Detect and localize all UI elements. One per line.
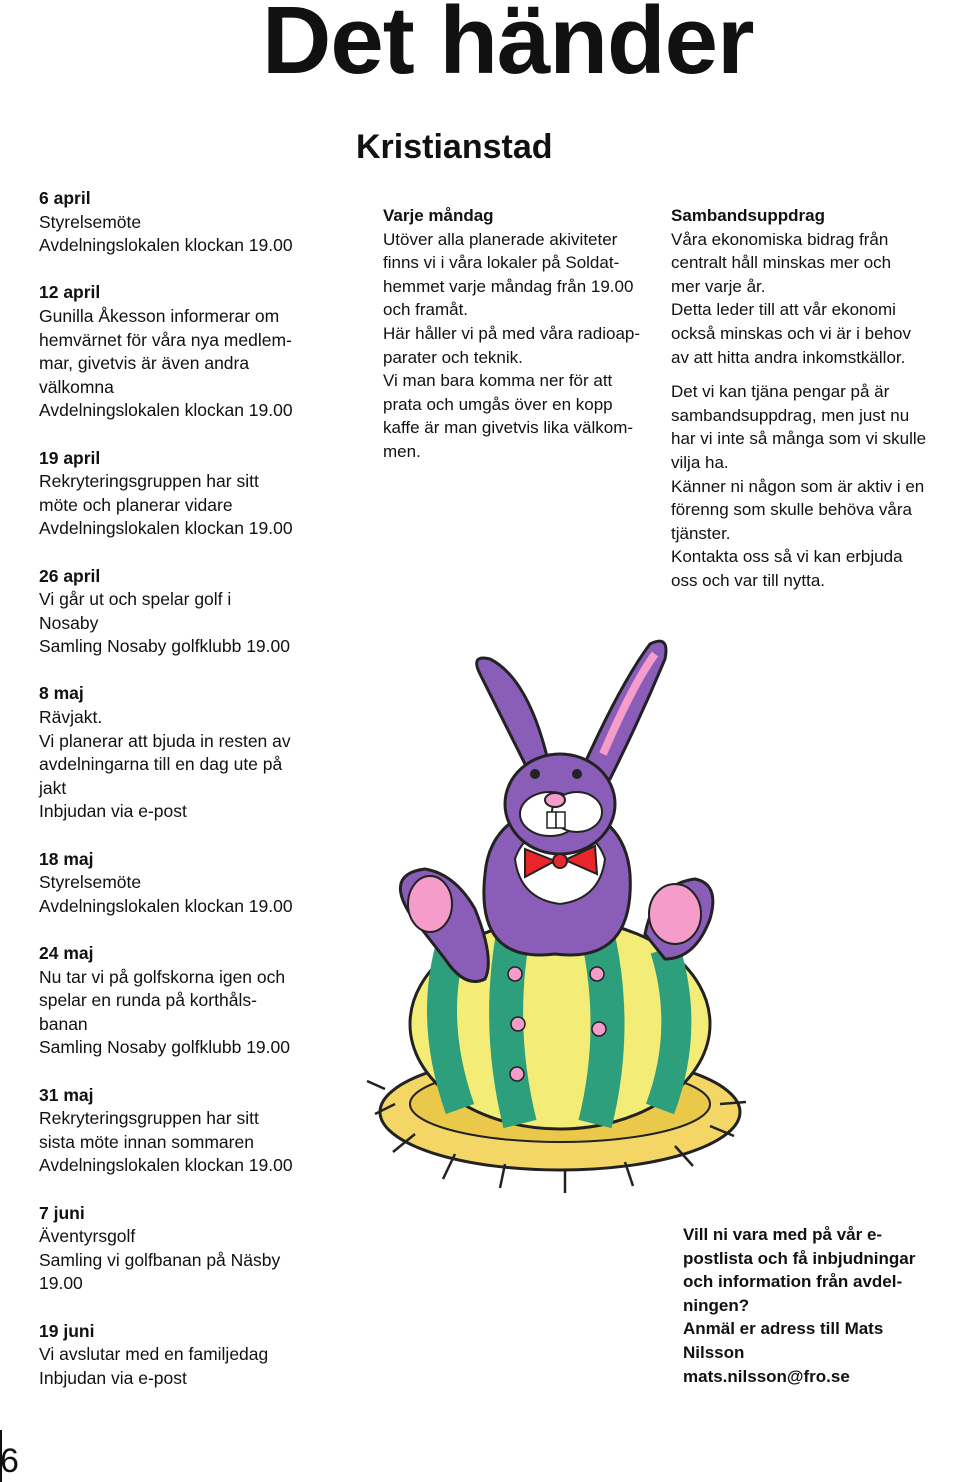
- event-detail: Äventyrsgolf: [39, 1226, 136, 1247]
- notice-line: postlista och få inbjudningar: [683, 1248, 916, 1268]
- event-detail: Rekryteringsgruppen har sitt: [39, 471, 259, 492]
- monday-line: och framåt.: [383, 300, 469, 320]
- monday-section: [383, 204, 668, 464]
- event-date: 19 april: [39, 447, 101, 468]
- event-item: [39, 281, 339, 423]
- sambandsuppdrag-line: Det vi kan tjäna pengar på är: [671, 382, 890, 402]
- event-detail: Styrelsemöte: [39, 211, 142, 232]
- sambandsuppdrag-line: Känner ni någon som är aktiv i en: [671, 476, 925, 496]
- monday-line: hemmet varje måndag från 19.00: [383, 276, 634, 296]
- sambandsuppdrag-heading: Sambandsuppdrag: [671, 206, 825, 225]
- notice-line: Vill ni vara med på vår e-: [683, 1225, 883, 1244]
- event-date: 26 april: [39, 565, 101, 586]
- bunny-body: [477, 641, 666, 955]
- event-date: 24 maj: [39, 943, 94, 963]
- event-detail: Avdelningslokalen klockan 19.00: [39, 400, 293, 421]
- notice-line: ningen?: [683, 1295, 750, 1315]
- event-detail: Samling vi golfbanan på Näsby: [39, 1249, 281, 1270]
- monday-line: finns vi i våra lokaler på Soldat-: [383, 253, 620, 273]
- event-detail: Inbjudan via e-post: [39, 1367, 187, 1388]
- event-item: [39, 187, 339, 258]
- event-detail: välkomna: [39, 376, 114, 397]
- monday-line: kaffe är man givetvis lika välkom-: [383, 418, 634, 438]
- event-detail: Avdelningslokalen klockan 19.00: [39, 235, 293, 256]
- event-detail: Avdelningslokalen klockan 19.00: [39, 518, 293, 539]
- event-item: [39, 447, 339, 541]
- event-date: 19 juni: [39, 1320, 95, 1341]
- event-item: [39, 565, 339, 659]
- sambandsuppdrag-line: Kontakta oss så vi kan erbjuda: [671, 547, 903, 567]
- event-detail: sista möte innan sommaren: [39, 1131, 254, 1152]
- event-date: 8 maj: [39, 683, 84, 704]
- notice-line: och information från avdel-: [683, 1272, 903, 1292]
- event-detail: avdelningarna till en dag ute på: [39, 754, 283, 775]
- event-item: [39, 1320, 339, 1391]
- event-item: [39, 1202, 339, 1296]
- sambandsuppdrag-line: förenng som skulle behöva våra: [671, 500, 912, 520]
- event-item: [39, 1084, 339, 1178]
- contact-email[interactable]: mats.nilsson@fro.se: [683, 1366, 850, 1386]
- event-detail: Styrelsemöte: [39, 872, 142, 893]
- event-detail: Vi avslutar med en familjedag: [39, 1344, 269, 1365]
- event-detail: jakt: [39, 777, 67, 798]
- sambandsuppdrag-line: vilja ha.: [671, 452, 729, 472]
- monday-line: prata och umgås över en kopp: [383, 394, 613, 414]
- monday-line: Utöver alla planerade akiviteter: [383, 229, 618, 249]
- notice-line: Nilsson: [683, 1342, 745, 1362]
- event-item: [39, 848, 339, 919]
- event-detail: banan: [39, 1013, 88, 1034]
- event-detail: Nu tar vi på golfskorna igen och: [39, 966, 286, 987]
- page-subtitle: Kristianstad: [356, 128, 553, 166]
- event-detail: Samling Nosaby golfklubb 19.00: [39, 1037, 290, 1058]
- event-date: 31 maj: [39, 1084, 94, 1105]
- event-detail: Gunilla Åkesson informerar om: [39, 305, 280, 326]
- sambandsuppdrag-line: Detta leder till att vår ekonomi: [671, 300, 896, 320]
- page-number: 6: [0, 1442, 19, 1480]
- monday-line: men.: [383, 441, 421, 461]
- sambandsuppdrag-line: också minskas och vi är i behov: [671, 323, 911, 343]
- paragraph-gap: [671, 369, 960, 380]
- event-detail: möte och planerar vidare: [39, 494, 233, 515]
- event-detail: Inbjudan via e-post: [39, 801, 187, 822]
- event-detail: Avdelningslokalen klockan 19.00: [39, 1155, 293, 1176]
- event-date: 6 april: [39, 188, 91, 208]
- mailing-list-notice: [683, 1223, 955, 1388]
- monday-line: parater och teknik.: [383, 347, 523, 367]
- sambandsuppdrag-line: centralt håll minskas mer och: [671, 253, 892, 273]
- event-item: [39, 942, 339, 1060]
- event-detail: Nosaby: [39, 612, 99, 633]
- monday-line: Här håller vi på med våra radioap-: [383, 323, 641, 343]
- sambandsuppdrag-line: oss och var till nytta.: [671, 570, 826, 590]
- sambandsuppdrag-section: [671, 204, 960, 593]
- event-detail: hemvärnet för våra nya medlem-: [39, 329, 292, 350]
- event-detail: Samling Nosaby golfklubb 19.00: [39, 636, 290, 657]
- event-detail: Rekryteringsgruppen har sitt: [39, 1108, 259, 1129]
- event-date: 7 juni: [39, 1202, 85, 1223]
- sambandsuppdrag-line: Våra ekonomiska bidrag från: [671, 229, 889, 249]
- sambandsuppdrag-line: av att hitta andra inkomstkällor.: [671, 347, 906, 367]
- sambandsuppdrag-line: har vi inte så många som vi skulle: [671, 429, 927, 449]
- event-detail: mar, givetvis är även andra: [39, 353, 250, 374]
- monday-heading: Varje måndag: [383, 206, 494, 225]
- event-date: 18 maj: [39, 848, 94, 869]
- event-detail: spelar en runda på korthåls-: [39, 990, 257, 1011]
- sambandsuppdrag-line: tjänster.: [671, 523, 731, 543]
- event-detail: 19.00: [39, 1273, 83, 1294]
- monday-line: Vi man bara komma ner för att: [383, 371, 613, 391]
- easter-bunny-illustration: [355, 634, 760, 1194]
- event-detail: Vi planerar att bjuda in resten av: [39, 730, 291, 751]
- sambandsuppdrag-line: sambandsuppdrag, men just nu: [671, 405, 910, 425]
- events-column: [39, 187, 339, 1414]
- page-title: Det händer: [262, 0, 754, 94]
- event-detail: Rävjakt.: [39, 707, 103, 728]
- event-item: [39, 682, 339, 824]
- event-date: 12 april: [39, 282, 101, 303]
- sambandsuppdrag-line: mer varje år.: [671, 276, 766, 296]
- event-detail: Avdelningslokalen klockan 19.00: [39, 895, 293, 916]
- event-detail: Vi går ut och spelar golf i: [39, 589, 232, 610]
- notice-line: Anmäl er adress till Mats: [683, 1319, 884, 1339]
